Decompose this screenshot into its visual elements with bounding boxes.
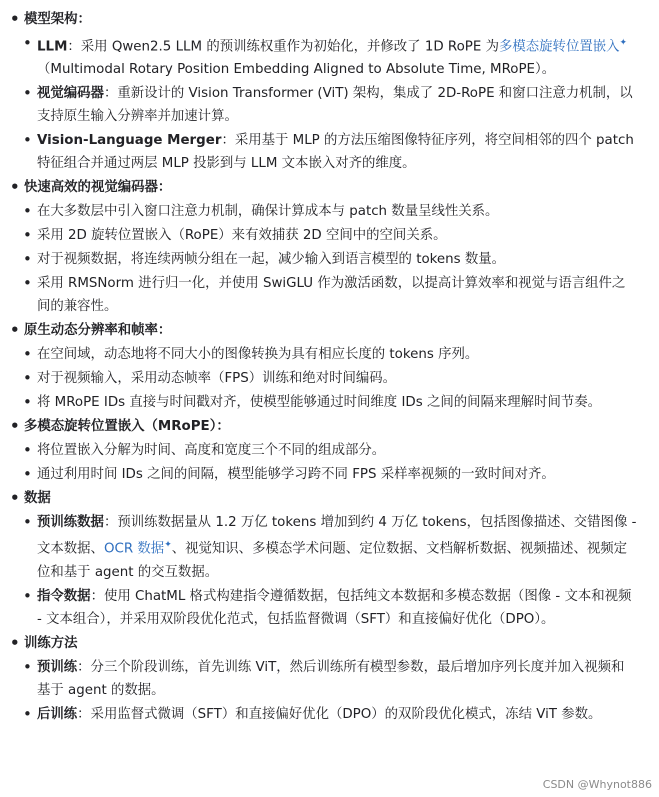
list-item bbox=[0, 703, 659, 726]
bullet-icon: • bbox=[23, 586, 32, 605]
section-mrope bbox=[0, 415, 659, 486]
item-text: 采用 RMSNorm 进行归一化，并使用 SwiGLU 作为激活函数，以提高计算效率和视觉与语言组件之间的兼容性。 bbox=[37, 276, 626, 315]
item-list bbox=[0, 511, 659, 630]
section-title: 原生动态分辨率和帧率： bbox=[24, 323, 172, 339]
watermark: CSDN @Whynot886 bbox=[542, 778, 652, 791]
item-text: 采用 2D 旋转位置嵌入（RoPE）来有效捕获 2D 空间中的空间关系。 bbox=[37, 228, 447, 244]
section-title: 快速高效的视觉编码器： bbox=[24, 180, 172, 196]
item-text: 将位置嵌入分解为时间、高度和宽度三个不同的组成部分。 bbox=[37, 443, 386, 459]
bullet-icon: • bbox=[10, 417, 20, 436]
section-heading-row bbox=[0, 176, 659, 199]
item-text: 将 MRoPE IDs 直接与时间戳对齐，使模型能够通过时间维度 IDs 之间的间隔来理解时间节奏。 bbox=[37, 395, 602, 411]
list-item bbox=[0, 272, 659, 318]
bullet-icon: • bbox=[23, 131, 32, 150]
item-text: 对于视频数据，将连续两帧分组在一起，减少输入到语言模型的 tokens 数量。 bbox=[37, 252, 506, 268]
bullet-icon: • bbox=[10, 178, 20, 197]
item-text: 在空间域，动态地将不同大小的图像转换为具有相应长度的 tokens 序列。 bbox=[37, 347, 479, 363]
bullet-icon: • bbox=[23, 441, 32, 460]
bullet-icon: • bbox=[23, 393, 32, 412]
item-list bbox=[0, 439, 659, 486]
item-label: LLM bbox=[37, 39, 68, 55]
bullet-icon: • bbox=[23, 369, 32, 388]
section-heading-row bbox=[0, 8, 659, 31]
section-vision-encoder bbox=[0, 176, 659, 318]
bullet-icon: • bbox=[23, 202, 32, 221]
list-item bbox=[0, 656, 659, 702]
item-body: ：采用 Qwen2.5 LLM 的预训练权重作为初始化，并修改了 1D RoPE 为 bbox=[67, 39, 499, 55]
list-item bbox=[0, 439, 659, 462]
item-text bbox=[37, 656, 637, 702]
list-item bbox=[0, 224, 659, 247]
item-label: 指令数据 bbox=[37, 588, 91, 604]
item-text bbox=[37, 585, 637, 631]
section-title: 数据 bbox=[24, 491, 51, 507]
bullet-icon: • bbox=[23, 274, 32, 293]
bullet-icon: • bbox=[23, 345, 32, 364]
bullet-icon: • bbox=[10, 10, 20, 28]
list-item bbox=[0, 343, 659, 366]
bullet-icon: • bbox=[10, 489, 20, 508]
section-model-architecture bbox=[0, 8, 659, 175]
bullet-icon: • bbox=[10, 321, 20, 340]
list-item bbox=[0, 585, 659, 631]
item-list bbox=[0, 200, 659, 318]
item-body: ：预训练数据量从 1.2 万亿 tokens 增加到约 4 万亿 tokens，包括图像描述、交错图像 - 文本数据、 bbox=[37, 515, 637, 557]
bullet-icon: • bbox=[23, 465, 32, 484]
item-text bbox=[37, 511, 637, 583]
item-list bbox=[0, 343, 659, 414]
section-heading-row bbox=[0, 487, 659, 510]
item-text: 对于视频输入，采用动态帧率（FPS）训练和绝对时间编码。 bbox=[37, 371, 397, 387]
ocr-data-link[interactable]: OCR 数据 bbox=[103, 541, 165, 557]
list-item bbox=[0, 129, 659, 175]
item-body-tail: （Multimodal Rotary Position Embedding Aligned to Absolute Time, MRoPE）。 bbox=[37, 62, 556, 78]
bullet-icon: • bbox=[23, 513, 32, 532]
list-item bbox=[0, 248, 659, 271]
item-label: 预训练数据 bbox=[37, 515, 104, 531]
section-data bbox=[0, 487, 659, 630]
sparkle-icon: ✦ bbox=[619, 38, 628, 48]
item-body: ：采用监督式微调（SFT）和直接偏好优化（DPO）的双阶段优化模式，冻结 ViT 参数。 bbox=[77, 706, 602, 722]
list-item bbox=[0, 367, 659, 390]
bullet-icon: • bbox=[23, 226, 32, 245]
section-title: 训练方法 bbox=[24, 635, 78, 651]
bullet-icon: • bbox=[23, 704, 32, 723]
item-text bbox=[37, 129, 637, 175]
list-item bbox=[0, 511, 659, 583]
section-title: 多模态旋转位置嵌入（MRoPE）： bbox=[24, 419, 230, 435]
item-body: ：使用 ChatML 格式构建指令遵循数据，包括纯文本数据和多模态数据（图像 - 文本和视频 - 文本组合），并采用双阶段优化范式，包括监督微调（SFT）和直接偏好优化（DPO）。 bbox=[37, 588, 632, 627]
section-heading-row bbox=[0, 415, 659, 438]
item-list bbox=[0, 32, 659, 175]
section-dynamic-resolution bbox=[0, 319, 659, 414]
list-item bbox=[0, 200, 659, 223]
bullet-icon: • bbox=[23, 657, 32, 676]
item-text: 通过利用时间 IDs 之间的间隔，模型能够学习跨不同 FPS 采样率视频的一致时间对齐。 bbox=[37, 467, 555, 483]
item-text bbox=[37, 32, 637, 81]
list-item bbox=[0, 82, 659, 128]
bullet-icon: • bbox=[23, 250, 32, 269]
section-title: 模型架构： bbox=[24, 12, 91, 27]
sparkle-icon: ✦ bbox=[164, 540, 172, 551]
bullet-icon: • bbox=[23, 34, 32, 52]
document-body bbox=[0, 8, 659, 727]
bullet-icon: • bbox=[10, 633, 20, 652]
item-label: 视觉编码器 bbox=[37, 86, 104, 102]
mrope-link[interactable]: 多模态旋转位置嵌入 bbox=[499, 39, 620, 55]
item-body: ：分三个阶段训练，首先训练 ViT，然后训练所有模型参数，最后增加序列长度并加入视频和基于 agent 的数据。 bbox=[37, 659, 625, 698]
item-text: 在大多数层中引入窗口注意力机制，确保计算成本与 patch 数量呈线性关系。 bbox=[37, 204, 499, 220]
item-label: 后训练 bbox=[37, 706, 78, 722]
section-heading-row bbox=[0, 319, 659, 342]
item-label: Vision-Language Merger bbox=[37, 133, 222, 149]
list-item bbox=[0, 463, 659, 486]
item-label: 预训练 bbox=[37, 659, 78, 675]
section-heading-row bbox=[0, 632, 659, 655]
list-item bbox=[0, 391, 659, 414]
list-item bbox=[0, 32, 659, 81]
section-training bbox=[0, 632, 659, 726]
item-body-tail: 、视觉知识、多模态学术问题、定位数据、文档解析数据、视频描述、视频定位和基于 agent 的交互数据。 bbox=[37, 541, 628, 580]
item-text bbox=[37, 82, 637, 128]
item-body: ：采用基于 MLP 的方法压缩图像特征序列，将空间相邻的四个 patch 特征组合并通过两层 MLP 投影到与 LLM 文本嵌入对齐的维度。 bbox=[37, 133, 634, 172]
item-body: ：重新设计的 Vision Transformer (ViT) 架构，集成了 2D-RoPE 和窗口注意力机制，以支持原生输入分辨率并加速计算。 bbox=[37, 86, 633, 125]
item-text bbox=[37, 703, 637, 726]
bullet-icon: • bbox=[23, 84, 32, 103]
item-list bbox=[0, 656, 659, 726]
